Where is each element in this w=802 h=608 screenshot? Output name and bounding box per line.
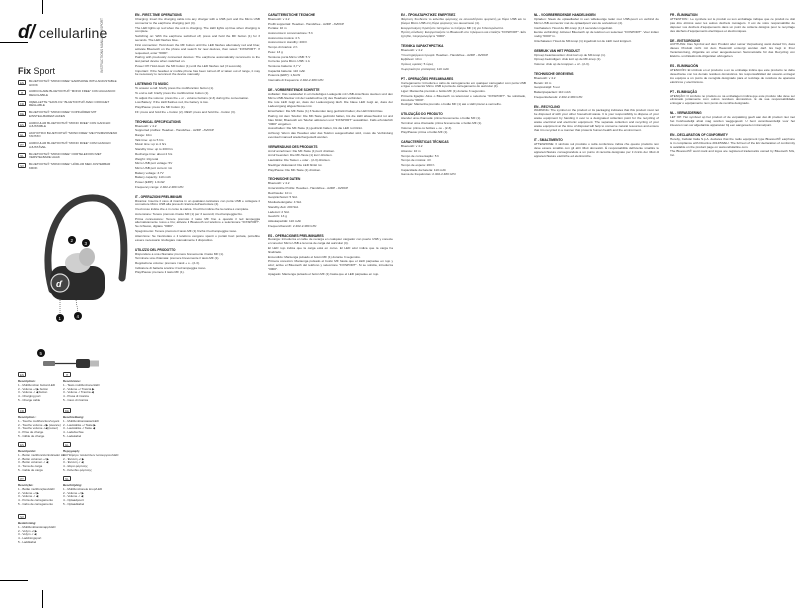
language-title: AURICULAR BLUETOOTH® "MONO FREE" CON GANCHO AJUSTABLE bbox=[29, 120, 111, 129]
section-heading: UTILIZZO DEL PRODOTTO bbox=[135, 247, 176, 252]
section-paragraph: Terminare una chiamata: premere brevemente il tasto MF (1). bbox=[135, 256, 220, 261]
section-paragraph: Achtung: Wenn das Headset oder das Telefon ausgeschaltet wird, muss die Verbindung eventuell manuell wiederhergestellt werden. bbox=[268, 131, 393, 139]
section-heading: IT - SMALTIMENTO bbox=[534, 137, 563, 142]
legend-item: 2 - Lautstärke +/ Taste ▶ bbox=[63, 422, 96, 427]
section-paragraph: Primeira ligação: Ative o Bluetooth no telemóvel e selecione "FIXSPORT". Se solicitado, introduza "0000". bbox=[401, 93, 526, 102]
section-heading: EN - FIRST-TIME OPERATIONS bbox=[135, 13, 182, 17]
language-code-badge: FR bbox=[18, 101, 26, 106]
legend-item: 2 - Volume +/ ▶ bbox=[63, 490, 84, 495]
legend-item: 1 - Πλήκτρο πολλαπλών λειτουργιών/LED bbox=[63, 452, 119, 457]
section-heading: EN - RECYCLING bbox=[534, 104, 561, 109]
language-item bbox=[18, 80, 118, 87]
legend-language-badge: SV bbox=[18, 514, 26, 519]
legend-item: 3 - Ένταση -/ ◀ bbox=[63, 460, 84, 465]
svg-text:3: 3 bbox=[84, 241, 88, 246]
text-column-3 bbox=[401, 8, 526, 603]
legend-item: 1 - Tasto multifunzione/LED bbox=[63, 382, 100, 387]
language-title: ΑΚΟΥΣΤΙΚΟ BLUETOOTH® "MONO FREE" ΜΕ ΡΥΘΜΙΖΟΜΕΝΟ ΓΑΝΤΖΟ bbox=[29, 130, 118, 139]
section-paragraph: Play/Pause: press the MF button (1). bbox=[135, 105, 186, 110]
section-heading: LISTENING TO MUSIC bbox=[135, 82, 169, 87]
section-paragraph: Frequentiebereik: 2.402-2.480 GHz bbox=[534, 94, 583, 99]
legend-item: 5 - Câble de charge bbox=[18, 433, 45, 438]
section-heading: ΕΛ - ΠΡΟΚΑΤΑΡΚΤΙΚΕΣ ΕΝΕΡΓΕΙΕΣ bbox=[401, 13, 456, 17]
section-paragraph: Primera conexión: Mantenga pulsado el botón MF hasta que el LED parpadee en rojo y azul; active el Bluetooth del teléfono y seleccione "FIXSPORT". Si se solicita, introduzca "0000". bbox=[268, 259, 393, 272]
section-paragraph: Autonomia in conversazione: 5 h bbox=[268, 31, 313, 36]
section-paragraph: Musikwiedergabe: 4 Std. bbox=[268, 200, 302, 205]
section-paragraph: Spegnimento: Tenere premuto il tasto MF (1) finché il led lampeggia rosso. bbox=[135, 229, 238, 234]
legend-item: 2 - Volume +/ ▶ button bbox=[18, 386, 49, 391]
section-paragraph: Bluetooth: v 4.2 bbox=[401, 144, 423, 149]
section-paragraph: Capacidade da bateria: 110 mAh bbox=[401, 167, 447, 172]
legend-item: 5 - Cable de carga bbox=[18, 467, 43, 472]
language-item bbox=[18, 163, 118, 170]
section-heading: IT - OPERAZIONI PRELIMINARI bbox=[135, 194, 183, 199]
legend-language-badge: FR bbox=[18, 408, 26, 413]
section-paragraph: ATTENZIONE: Il simbolo sul prodotto o sulla confezione indica che questo prodotto non deve essere smaltito con gli altri rifiuti domestici. È responsabilità dell'utente smaltire le apparecchiature consegnandole a un punto di raccolta designato per il riciclo dei rifiuti di apparecchiature elettriche ed elettroniche. bbox=[534, 141, 659, 158]
legend-item: 5 - Laddkabel bbox=[18, 539, 37, 544]
section-heading: PT - OPERAÇÕES PRELIMINARES bbox=[401, 76, 454, 81]
section-heading: UTILIZAÇÃO DO PRODUTO bbox=[401, 112, 443, 117]
legend-item: 4 - Porta de carregamento bbox=[18, 498, 54, 503]
section-paragraph: Encendido: Mantenga pulsado el botón MF (1) durante 3 segundos. bbox=[268, 254, 361, 259]
legend-block bbox=[63, 372, 121, 403]
section-paragraph: Standby time: up to 200 hrs bbox=[135, 147, 173, 152]
legend-item: 1 - Touche multifonction/voyant bbox=[18, 418, 60, 423]
legend-item: 2 - Touche volume +/▶ (avance) bbox=[18, 422, 61, 427]
brand-logo bbox=[18, 22, 107, 44]
legend-item: 2 - Volume +/ ▶ bbox=[18, 490, 39, 495]
section-paragraph: Tensione batteria: 3,7 V bbox=[268, 63, 301, 68]
brand-name: cellularline bbox=[38, 25, 108, 41]
section-paragraph: Battery capacity: 110 mAh bbox=[135, 175, 171, 180]
legend-item: 4 - Θύρα φόρτισης bbox=[63, 464, 88, 469]
section-paragraph: Tempo de conversação: 5 h bbox=[401, 153, 440, 158]
section-paragraph: Bereik: 10 m bbox=[534, 80, 552, 85]
language-code-badge: ES bbox=[18, 122, 26, 127]
section-paragraph: Recarga: Introduzca el cable de recarga en cualquier cargador con puerto USB y conecte el conector Micro USB a la toma de carga del auricular (4). bbox=[268, 237, 393, 246]
language-code-badge: PT bbox=[18, 142, 26, 147]
language-code-badge: SV bbox=[18, 163, 26, 168]
section-paragraph: Anruf annehmen: Die MF-Taste (1) kurz drücken. bbox=[268, 148, 336, 153]
section-paragraph: First connection: Hold down the MF button until the LED flashes alternately red and blue; activate Bluetooth on the phone and search for new devices, then select "FIXSPORT". If requested, enter "0000". bbox=[135, 42, 260, 55]
svg-text:ɗ: ɗ bbox=[56, 279, 62, 289]
legend-title: Descrizione: bbox=[63, 379, 81, 383]
section-paragraph: Play/Pausa: premere il tasto MF (1). bbox=[135, 270, 185, 275]
section-heading: TECHNICAL SPECIFICATIONS bbox=[135, 119, 181, 124]
legend-language-badge: ES bbox=[18, 442, 26, 447]
section-paragraph: Portata: 10 m bbox=[268, 26, 287, 31]
section-paragraph: Hereby, Cellular Italia S.p.A. declares that the radio equipment type Bluetooth® earphone is in compliance with Directive 2014/53/EU. The full text of the EU declaration of conformity is available on the product page on www.cellularline.com. bbox=[670, 136, 795, 149]
section-paragraph: Bluetooth: v 4.2 bbox=[268, 181, 290, 186]
section-paragraph: Important: If the headset or mobile phone has been turned off or taken out of range, it may be necessary to reconnect the device manually. bbox=[135, 68, 260, 77]
section-heading: ES - ELIMINACIÓN bbox=[670, 64, 699, 69]
section-paragraph: Aufladen: Das Ladekabel in ein beliebiges Ladegerät mit USB-Anschluss stecken und den Micro-USB-Stecker mit der Ladebuchse (4) des Headsets verbinden. bbox=[268, 91, 393, 100]
section-paragraph: Potenza (ERP): 1,6mW bbox=[268, 73, 301, 78]
section-heading: TECHNISCHE GEGEVENS bbox=[534, 71, 574, 76]
section-paragraph: Bluetooth: v 4.2 bbox=[135, 123, 157, 128]
legend-item: 2 - Ένταση +/ ▶ bbox=[63, 456, 85, 461]
language-item bbox=[18, 90, 118, 97]
section-heading: TECHNISCHE DATEN bbox=[268, 177, 301, 182]
section-paragraph: Gesprekstijd: 5 uur bbox=[534, 85, 560, 90]
language-title: BLUETOOTH® "MONO FREE" HÖRLUR MED JUSTERBAR KROK bbox=[29, 162, 111, 170]
language-title: AURICULAR BLUETOOTH® "MONO FREE" COM GANCHO AJUSTÁVEL bbox=[29, 141, 111, 149]
section-paragraph: Apagado: Mantenga pulsado el botón MF (1) hasta que el LED parpadee en rojo. bbox=[268, 271, 380, 276]
section-paragraph: LET OP: Het symbool op het product of de verpakking geeft aan dat dit product niet met het huishoudelijk afval mag worden weggegooid. U bent verantwoordelijk voor het inleveren van uw afgedankte apparatuur bij een aangewezen inzamelpunt. bbox=[670, 115, 795, 127]
legend-item: 5 - Charge cable bbox=[18, 397, 41, 402]
section-paragraph: ACHTUNG: Das Symbol auf dem Produkt oder seiner Verpackung weist darauf hin, dass dieses Produkt nicht mit dem Hausmüll entsorgt werden darf. Es liegt in Ihrer Verantwortung, Altgeräte an einer ausgewiesenen Sammelstelle für das Recycling von Elektro- und Elektronik-Altgeräten abzugeben. bbox=[670, 42, 795, 59]
section-heading: ΤΕΧΝΙΚΑ ΧΑΡΑΚΤΗΡΙΣΤΙΚΑ bbox=[401, 44, 444, 49]
section-paragraph: ATENCIÓN: El símbolo en el producto o en su embalaje indica que este producto no debe desecharse con los demás residuos domésticos. Es responsabilidad del usuario entregar los equipos a un punto de recogida designado para el reciclaje de residuos de aparatos eléctricos y electrónicos. bbox=[670, 67, 795, 84]
svg-text:5: 5 bbox=[39, 351, 43, 356]
section-paragraph: Bluetooth: v 4.2 bbox=[268, 16, 290, 21]
section-paragraph: Gesprächszeit: 5 Std. bbox=[268, 195, 298, 200]
section-paragraph: Volume: druk op de knoppen + of - (2-3). bbox=[534, 62, 590, 67]
legend-item: 1 - Botón multifunción/indicador LED bbox=[18, 452, 67, 457]
legend-title: Beskrivning: bbox=[18, 521, 37, 525]
section-paragraph: To answer a call: briefly press the multifunction button (1). bbox=[135, 86, 214, 91]
language-item bbox=[18, 142, 118, 149]
language-title: BLUETOOTH® "MONO FREE" EARPHONE WITH ADJUSTABLE HOOK bbox=[29, 79, 117, 87]
legend-item: 4 - Laddningsport bbox=[18, 536, 42, 541]
legend-language-badge: EL bbox=[63, 442, 71, 447]
section-paragraph: Eerste verbinding: Activeer Bluetooth op de telefoon en selecteer "FIXSPORT". Voer indien nodig "0000" in. bbox=[534, 30, 659, 39]
legend-title: Description: bbox=[18, 379, 36, 383]
section-paragraph: Talk time: up to 5 hrs bbox=[135, 137, 164, 142]
section-paragraph: Inschakelen: Houd de MF-knop (1) 3 seconden ingedrukt. bbox=[534, 25, 613, 30]
section-paragraph: Power Off: Hold down the MF button (1) until the LED flashes red (3 seconds). bbox=[135, 63, 243, 68]
legend-block bbox=[18, 514, 76, 545]
legend-item: 1 - Botão multifunções/LED bbox=[18, 486, 55, 491]
language-code-badge: NL bbox=[18, 153, 26, 158]
section-paragraph: Ligar: Mantenha premido o botão MF (1) durante 3 segundos. bbox=[401, 89, 486, 94]
section-paragraph: Die rote LED zeigt an, dass der Ladevorgang läuft. Die blaue LED zeigt an, dass der Ladevorgang abgeschlossen ist. bbox=[268, 100, 393, 109]
language-item bbox=[18, 122, 118, 129]
section-paragraph: Uitschakelen: Houd de MF-knop (1) ingedrukt tot de LED rood knippert. bbox=[534, 38, 632, 43]
section-heading: CARATTERISTICHE TECNICHE bbox=[268, 13, 316, 17]
section-paragraph: Tempo di ricarica: 2 h bbox=[268, 45, 298, 50]
legend-block bbox=[63, 408, 121, 439]
legend-item: 3 - Touche volume -/◀ (retour) bbox=[18, 426, 59, 431]
section-paragraph: Intervallo di frequenza: 2.402-2.480 GHz bbox=[268, 78, 324, 83]
legend-title: Περιγραφή: bbox=[63, 449, 80, 453]
section-paragraph: Frequenzbereich: 2.402-2.480 GHz bbox=[268, 223, 317, 228]
section-paragraph: Akkukapazität: 110 mAh bbox=[268, 218, 302, 223]
section-paragraph: To adjust the volume: press the + or - volume buttons (2-3) during the conversation. bbox=[135, 95, 250, 100]
section-paragraph: Πρώτη σύνδεση: Ενεργοποιήστε το Bluetooth στο τηλέφωνο και επιλέξτε "FIXSPORT". Εάν ζητηθεί, πληκτρολογήστε "0000". bbox=[401, 30, 526, 39]
section-paragraph: Micro USB port current: 1A bbox=[135, 165, 172, 170]
legend-item: 1 - Multifunktionstaste/LED bbox=[63, 418, 99, 423]
section-paragraph: Music time: up to 4 hrs bbox=[135, 142, 167, 147]
language-code-badge: DE bbox=[18, 111, 26, 116]
section-paragraph: Micro USB port voltage: 5V bbox=[135, 161, 173, 166]
section-paragraph: Bluetooth: v 4.2 bbox=[401, 47, 423, 52]
earphone-illustration bbox=[10, 178, 135, 378]
section-paragraph: Pairing mit dem Telefon: Die MF-Taste gedrückt halten, bis die LED abwechselnd rot und blau blinkt; Bluetooth am Telefon aktivieren und "FIXSPORT" auswählen. Falls erforderlich "0000" eingeben. bbox=[268, 113, 393, 126]
text-column-5 bbox=[670, 8, 795, 603]
section-paragraph: Ενεργοποίηση: Κρατήστε πατημένο το πλήκτρο MF (1) για 3 δευτερόλεπτα. bbox=[401, 25, 504, 30]
legend-item: 1 - Multifunction button/LED bbox=[18, 382, 56, 387]
legend-item: 4 - Ladebuchse bbox=[63, 430, 84, 435]
section-paragraph: Low Battery: If the LED flashes red, the battery is low. bbox=[135, 100, 209, 105]
section-paragraph: Unterstützte Profile: Headset - Handsfree - A2DP - AVRCP bbox=[268, 186, 349, 191]
section-paragraph: El LED rojo indica que la carga está en curso. El LED azul indica que la carga ha finalizado. bbox=[268, 246, 393, 254]
legend-language-badge: EN bbox=[18, 372, 26, 377]
legend-item: 5 - Cavo di ricarica bbox=[63, 397, 89, 402]
section-paragraph: Play/Pausa: prima o botão MF (1). bbox=[401, 130, 449, 135]
section-paragraph: Tempo de espera: 200 h bbox=[401, 163, 435, 168]
language-item bbox=[18, 132, 118, 139]
legend-item: 2 - Volym +/ ▶ bbox=[18, 528, 38, 533]
section-heading: GEBRUIK VAN HET PRODUCT bbox=[534, 48, 580, 53]
section-paragraph: Ladezeit: 2 Std. bbox=[268, 209, 290, 214]
section-paragraph: Power (ERP): 1.6mW bbox=[135, 180, 165, 185]
section-paragraph: Standby-Zeit: 200 Std. bbox=[268, 204, 299, 209]
legend-item: 4 - Oplaadpoort bbox=[63, 498, 84, 503]
section-paragraph: Terminar uma chamada: prima brevemente o botão MF (1). bbox=[401, 121, 483, 125]
section-paragraph: Frequency range: 2.402-2.480 GHz bbox=[135, 184, 184, 189]
legend-item: 5 - Cabo de carregamento bbox=[18, 501, 54, 506]
section-paragraph: Atender uma chamada: prima brevemente o botão MF (1). bbox=[401, 116, 481, 121]
language-item bbox=[18, 111, 118, 118]
section-paragraph: Χρόνος ομιλίας: 5 ώρες bbox=[401, 62, 434, 67]
section-paragraph: Peso: 13 g bbox=[268, 49, 283, 54]
svg-text:1: 1 bbox=[58, 316, 62, 321]
language-list bbox=[18, 80, 118, 173]
section-paragraph: Range: 10m bbox=[135, 133, 152, 138]
product-title-light: Sport bbox=[33, 66, 56, 76]
section-paragraph: Alcance: 10 m bbox=[401, 148, 421, 153]
section-paragraph: Oproep beëindigen: druk kort op de MF-knop (1). bbox=[534, 57, 602, 62]
section-paragraph: Regolazione volume: premere i tasti + o - (2-3). bbox=[135, 260, 200, 265]
section-paragraph: Φόρτιση: Συνδέστε το καλώδιο φόρτισης σε οποιονδήποτε φορτιστή με θύρα USB και το βύσμα Micro USB στη θύρα φόρτισης του ακουστικού (4). bbox=[401, 16, 526, 25]
section-paragraph: Εμβέλεια: 10 m bbox=[401, 57, 423, 62]
section-heading: VERWENDUNG DES PRODUKTS bbox=[268, 144, 318, 149]
legend-item: 4 - Presa di ricarica bbox=[63, 394, 89, 399]
section-paragraph: Anruf beenden: Die MF-Taste (1) kurz drücken. bbox=[268, 153, 333, 158]
section-heading: DE - ENTSORGUNG bbox=[670, 38, 701, 43]
section-paragraph: Volume: prima os botões + ou - (2-3). bbox=[401, 125, 453, 130]
section-heading: FR - ÉLIMINATION bbox=[670, 13, 698, 17]
section-paragraph: Pairing with previously connected devices: The earphone automatically reconnects to the last paired device when switched on. bbox=[135, 55, 260, 64]
section-heading: DE - VORBEREITENDE SCHRITTE bbox=[268, 87, 320, 92]
legend-item: 3 - Volume -/ ◀ bbox=[18, 494, 39, 499]
section-paragraph: Reichweite: 10 m bbox=[268, 190, 292, 195]
legend-item: 1 - Multifunktionsknapp/LED bbox=[18, 524, 56, 529]
language-item bbox=[18, 101, 118, 108]
svg-text:2: 2 bbox=[70, 238, 74, 243]
section-paragraph: Battery voltage: 3.7V bbox=[135, 170, 164, 175]
language-title: BLUETOOTH® "MONO FREE" KOPFHÖRER MIT EINSTELLBAREM HAKEN bbox=[29, 110, 97, 118]
language-title: BLUETOOTH® "MONO FREE" OORTELEFOON MET VERSTELBARE HAAK bbox=[29, 151, 102, 160]
legend-item: 3 - Volym -/ ◀ bbox=[18, 532, 37, 537]
section-paragraph: Play/Pause: Die MF-Taste (1) drücken. bbox=[268, 167, 322, 172]
language-code-badge: EL bbox=[18, 132, 26, 137]
section-heading: EN - DECLARATION OF CONFORMITY bbox=[670, 132, 728, 137]
section-paragraph: Weight: 13g total bbox=[135, 156, 159, 161]
section-paragraph: Autonomia in standby: 200 h bbox=[268, 40, 308, 45]
legend-title: Descripción: bbox=[18, 449, 37, 453]
legend-item: 3 - Volume -/ Traccia ◀ bbox=[63, 390, 94, 395]
section-paragraph: Tensione porta Micro USB: 5 V bbox=[268, 54, 311, 59]
section-paragraph: Υποστηριζόμενα προφίλ: Headset - Handsfree - A2DP - AVRCP bbox=[401, 52, 489, 57]
section-paragraph: Capacità batteria: 110 mAh bbox=[268, 68, 306, 73]
section-heading: NL - VERWIJDERING bbox=[670, 111, 702, 116]
text-column-1 bbox=[135, 8, 260, 603]
legend-title: Description : bbox=[18, 415, 37, 419]
section-paragraph: Lautstärke: Die Tasten + oder - (2-3) drücken. bbox=[268, 158, 331, 163]
legend-item: 1 - Multifunctionele knop/LED bbox=[63, 486, 103, 491]
section-paragraph: The Bluetooth® word mark and logos are registered trademarks owned by Bluetooth SIG, Inc. bbox=[670, 149, 795, 158]
language-item bbox=[18, 153, 118, 160]
product-title-bold: Fix bbox=[18, 66, 32, 76]
section-paragraph: Supported profiles: Headset - Handsfree - A2DP - AVRCP bbox=[135, 128, 214, 133]
section-paragraph: Corrente porta Micro USB: 1 A bbox=[268, 59, 310, 64]
section-paragraph: ATTENTION : Le symbole sur le produit ou son emballage indique que ce produit ne doit pas être éliminé avec les autres déchets ménagers. Il est de votre responsabilité de déposer vos déchets d'équipements dans un point de collecte désigné pour le recyclage des déchets d'équipements électriques et électroniques. bbox=[670, 16, 795, 33]
legend-item: 3 - Botón volumen -/ ◀ bbox=[18, 460, 49, 465]
section-heading: NL - VOORBEREIDENDE HANDELINGEN bbox=[534, 13, 596, 17]
language-code-badge: IT bbox=[18, 90, 26, 95]
section-paragraph: Rispondere a una chiamata: premere brevemente il tasto MF (1). bbox=[135, 251, 224, 256]
section-paragraph: Indicatore di batteria scarica: il led lampeggia rosso. bbox=[135, 265, 207, 270]
cover-panel bbox=[0, 0, 135, 608]
document-code: INSTRUCTIONS MANUAL FIXSPORT bbox=[100, 18, 104, 73]
section-paragraph: Einschalten: Die MF-Taste (1) 3 Sekunden lang gedrückt halten; die LED blinkt blau. bbox=[268, 109, 384, 114]
legend-item: 3 - Volume -/ ◀ button bbox=[18, 390, 48, 395]
text-column-4 bbox=[534, 8, 659, 603]
section-paragraph: Switching on: With the earphone switched off, press and hold the MF button (1) for 3 seconds. The LED flashes blue. bbox=[135, 34, 260, 43]
section-paragraph: Profili supportati: Headset - Handsfree - A2DP - AVRCP bbox=[268, 21, 345, 26]
section-heading: ES - OPERACIONES PRELIMINARES bbox=[268, 233, 324, 238]
legend-title: Beschrijving: bbox=[63, 483, 83, 487]
legend-title: Descrição: bbox=[18, 483, 34, 487]
product-title bbox=[18, 66, 55, 76]
section-paragraph: Bluetooth: v 4.2 bbox=[534, 75, 556, 80]
legend-item: 3 - Volume -/ ◀ bbox=[63, 494, 84, 499]
section-paragraph: Ricarica: Inserire il cavo di ricarica in un qualsiasi caricatore con porta USB e collegare il connettore Micro USB alla presa di ricarica dell'auricolare (4). bbox=[135, 198, 260, 207]
text-column-2 bbox=[268, 8, 393, 603]
section-paragraph: WARNING: The symbol on the product or its packaging indicates that this product must not be disposed of with your other household waste. It is your responsibility to dispose of your waste equipment by handing it over to a designated collection point for the recycling of waste electrical and electronic equipment. The separate collection and recycling of your waste equipment at the time of disposal will help to conserve natural resources and ensure that it is recycled in a manner that protects human health and the environment. bbox=[534, 108, 659, 133]
section-paragraph: Gama de frequências: 2.402-2.480 GHz bbox=[401, 172, 456, 177]
legend-item: 5 - Oplaadkabel bbox=[63, 501, 85, 506]
section-paragraph: Accensione: Tenere premuto il tasto MF (1) per 3 secondi; il led lampeggia blu. bbox=[135, 211, 243, 216]
section-heading: PT - ELIMINAÇÃO bbox=[670, 89, 698, 94]
language-title: OREILLETTE "SANS FIL" BLUETOOTH® AVEC CROCHET RÉGLABLE bbox=[29, 99, 110, 108]
section-paragraph: The LED lights up red when the unit is charging. The LED lights up blue when charging is complete. bbox=[135, 25, 260, 34]
legend-item: 2 - Botón volumen +/ ▶ bbox=[18, 456, 49, 461]
section-paragraph: Oproep beantwoorden: druk kort op de MF-knop (1). bbox=[534, 52, 606, 57]
legend-item: 3 - Lautstärke -/ Taste ◀ bbox=[63, 426, 96, 431]
section-paragraph: Charging: Insert the charging cable into any charger with a USB port and the Micro USB connector to the earphone charging port (4). bbox=[135, 16, 260, 25]
section-paragraph: Opladen: Steek de oplaadkabel in een willekeurige lader met USB-poort en verbind de Micro USB-connector met de oplaadpoort van de oortelefoon (4). bbox=[534, 16, 659, 25]
legend-block bbox=[63, 442, 121, 473]
legend-item: 2 - Volume +/ Traccia ▶ bbox=[63, 386, 95, 391]
legend-language-badge: PT bbox=[18, 476, 26, 481]
legend-block bbox=[63, 476, 121, 507]
legend-item: 4 - Charging port bbox=[18, 394, 41, 399]
section-paragraph: Χωρητικότητα μπαταρίας: 110 mAh bbox=[401, 66, 450, 71]
legend-item: 4 - Toma de carga bbox=[18, 464, 43, 469]
legend-title: Beschreibung: bbox=[63, 415, 85, 419]
svg-text:4: 4 bbox=[76, 314, 80, 319]
section-paragraph: Prima connessione: Tenere premuto il tasto MF fino a quando il led lampeggia alternativamente rosso e blu; attivare il Bluetooth sul telefono e selezionare "FIXSPORT". Se richiesto, digitare "0000". bbox=[135, 216, 260, 229]
section-paragraph: Recharge time: about 2 hrs bbox=[135, 151, 173, 156]
section-paragraph: To end a call: briefly press the multifunction button (1). bbox=[135, 90, 210, 95]
brand-mark-icon: ɗ/ bbox=[18, 22, 35, 43]
language-code-badge: EN bbox=[18, 80, 26, 85]
section-paragraph: Ausschalten: Die MF-Taste (1) gedrückt halten, bis die LED rot blinkt. bbox=[268, 126, 363, 131]
section-paragraph: Batterijcapaciteit: 110 mAh bbox=[534, 89, 571, 94]
legend-item: 5 - Καλώδιο φόρτισης bbox=[63, 467, 92, 472]
section-heading: CARACTERÍSTICAS TÉCNICAS bbox=[401, 140, 449, 145]
legend-language-badge: IT bbox=[63, 372, 71, 377]
legend-language-badge: NL bbox=[63, 476, 71, 481]
section-paragraph: Niedriger Akkustand: Die LED blinkt rot. bbox=[268, 162, 323, 167]
section-paragraph: Tempo de música: 4 h bbox=[401, 158, 432, 163]
section-paragraph: Attenzione: Se l'auricolare o il telefono vengono spenti o portati fuori portata, potrebbe essere necessario ricollegare manualmente il dispositivo. bbox=[135, 233, 260, 242]
section-paragraph: Il led rosso indica che è in corso la carica. Il led blu indica che la carica è completa. bbox=[135, 207, 249, 212]
section-paragraph: ATENÇÃO: O símbolo no produto ou na embalagem indica que este produto não deve ser eliminado juntamente com outros resíduos domésticos. É da sua responsabilidade entregar o equipamento num ponto de recolha designado. bbox=[670, 93, 795, 106]
section-paragraph: Desligar: Mantenha premido o botão MF (1) até o LED piscar a vermelho. bbox=[401, 102, 502, 107]
section-paragraph: Carregamento: Introduza o cabo de carregamento em qualquer carregador com porta USB e ligue o conector Micro USB à porta de carregamento do auricular (4). bbox=[401, 80, 526, 89]
legend-item: 4 - Prise de charge bbox=[18, 430, 44, 435]
language-title: AURICOLARE BLUETOOTH® "MONO FREE" CON AGGANCIO REGOLABILE bbox=[29, 89, 116, 97]
section-paragraph: FF: press and hold the + button (2). REW: press and hold the - button (3). bbox=[135, 109, 236, 114]
legend-language-badge: DE bbox=[63, 408, 71, 413]
section-paragraph: Gewicht: 13 g bbox=[268, 214, 287, 219]
section-paragraph: Autonomia musica: 4 h bbox=[268, 35, 300, 40]
legend-item: 5 - Ladekabel bbox=[63, 433, 82, 438]
